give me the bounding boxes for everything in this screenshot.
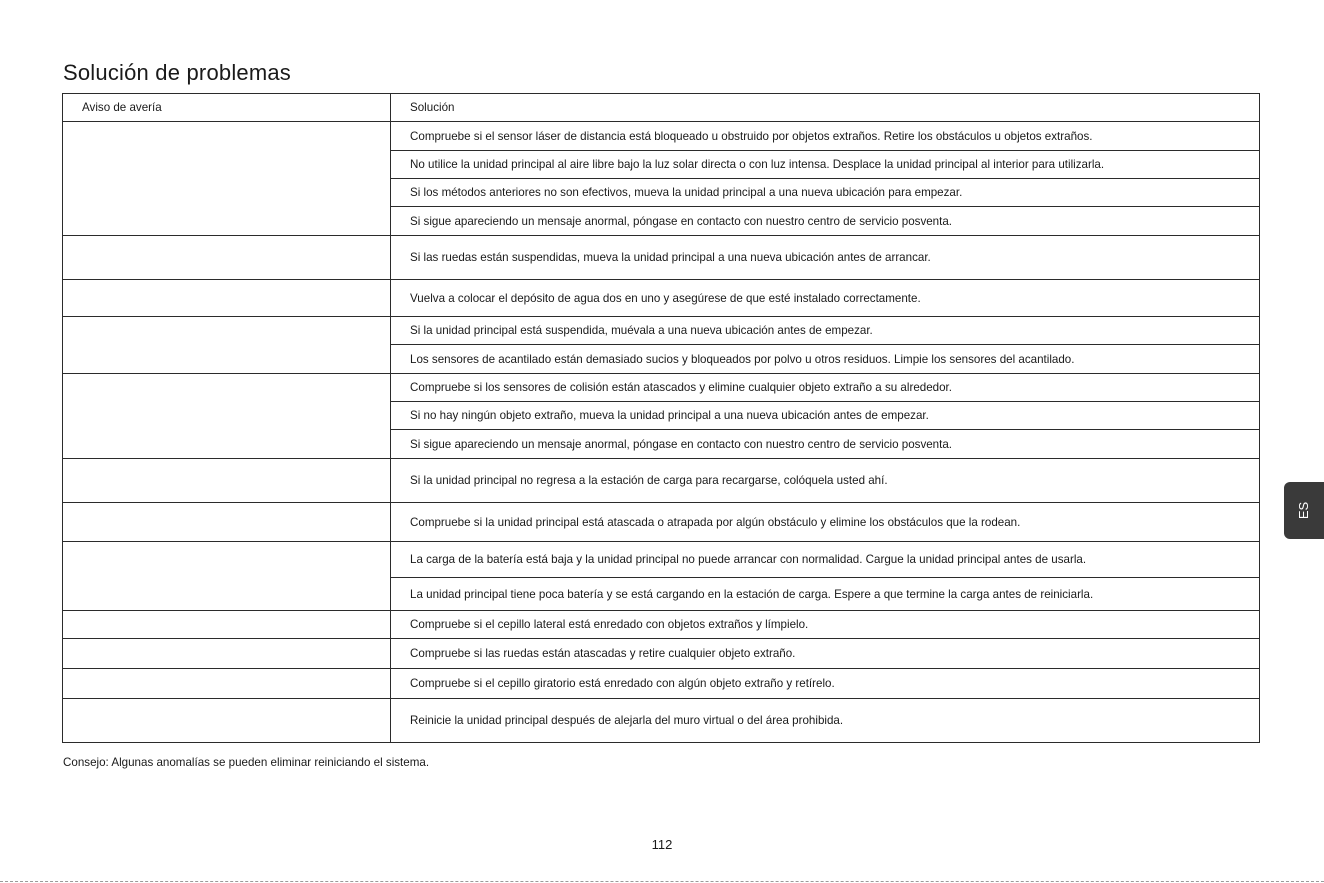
page-title: Solución de problemas: [63, 60, 292, 85]
fault-cell: [63, 542, 391, 611]
table-row: [63, 317, 1260, 345]
solution-cell: Si las ruedas están suspendidas, mueva la unidad principal a una nueva ubicación antes de arrancar.: [391, 236, 1260, 280]
table-row: [63, 236, 1260, 280]
language-tab: [1284, 482, 1324, 539]
table-row: [63, 611, 1260, 639]
fault-cell: [63, 611, 391, 639]
solution-cell: Si sigue apareciendo un mensaje anormal, póngase en contacto con nuestro centro de servicio posventa.: [391, 207, 1260, 236]
table-row: [63, 503, 1260, 542]
table-row: [63, 669, 1260, 699]
solution-cell: Si los métodos anteriores no son efectivos, mueva la unidad principal a una nueva ubicación para empezar.: [391, 179, 1260, 207]
header-fault: Aviso de avería: [63, 94, 391, 122]
solution-cell: Reinicie la unidad principal después de alejarla del muro virtual o del área prohibida.: [391, 699, 1260, 743]
solution-cell: Si no hay ningún objeto extraño, mueva la unidad principal a una nueva ubicación antes de empezar.: [391, 402, 1260, 430]
table-row: [63, 639, 1260, 669]
solution-cell: La carga de la batería está baja y la unidad principal no puede arrancar con normalidad. Cargue la unidad principal antes de usarla.: [391, 542, 1260, 578]
header-solution: Solución: [391, 94, 1260, 122]
solution-cell: Compruebe si los sensores de colisión están atascados y elimine cualquier objeto extraño a su alrededor.: [391, 374, 1260, 402]
table-row: [63, 374, 1260, 402]
solution-cell: La unidad principal tiene poca batería y se está cargando en la estación de carga. Espere a que termine la carga antes de reiniciarla.: [391, 578, 1260, 611]
solution-cell: Compruebe si el cepillo giratorio está enredado con algún objeto extraño y retírelo.: [391, 669, 1260, 699]
solution-cell: No utilice la unidad principal al aire libre bajo la luz solar directa o con luz intensa. Desplace la unidad principal al interior para utilizarla.: [391, 151, 1260, 179]
table-row: [63, 542, 1260, 578]
table-row: [63, 459, 1260, 503]
solution-cell: Compruebe si el sensor láser de distancia está bloqueado u obstruido por objetos extraños. Retire los obstáculos u objetos extraños.: [391, 122, 1260, 151]
fault-cell: [63, 669, 391, 699]
language-tab-label: ES: [1296, 501, 1312, 520]
solution-cell: Si la unidad principal está suspendida, muévala a una nueva ubicación antes de empezar.: [391, 317, 1260, 345]
table-row: [63, 280, 1260, 317]
fault-cell: [63, 639, 391, 669]
bottom-divider: [0, 881, 1324, 882]
fault-cell: [63, 317, 391, 374]
table-row: [63, 122, 1260, 151]
table-header-row: [63, 94, 1260, 122]
fault-cell: [63, 122, 391, 236]
solution-cell: Compruebe si el cepillo lateral está enredado con objetos extraños y límpielo.: [391, 611, 1260, 639]
solution-cell: Si la unidad principal no regresa a la estación de carga para recargarse, colóquela usted ahí.: [391, 459, 1260, 503]
solution-cell: Vuelva a colocar el depósito de agua dos en uno y asegúrese de que esté instalado correctamente.: [391, 280, 1260, 317]
page-number: 112: [651, 837, 673, 852]
fault-cell: [63, 503, 391, 542]
tip-note: Consejo: Algunas anomalías se pueden eliminar reiniciando el sistema.: [63, 756, 430, 769]
fault-cell: [63, 236, 391, 280]
troubleshooting-table: [62, 93, 1260, 743]
table-body: [63, 122, 1260, 743]
table-row: [63, 699, 1260, 743]
fault-cell: [63, 459, 391, 503]
fault-cell: [63, 374, 391, 459]
solution-cell: Si sigue apareciendo un mensaje anormal, póngase en contacto con nuestro centro de servicio posventa.: [391, 430, 1260, 459]
solution-cell: Compruebe si la unidad principal está atascada o atrapada por algún obstáculo y elimine los obstáculos que la rodean.: [391, 503, 1260, 542]
fault-cell: [63, 280, 391, 317]
solution-cell: Compruebe si las ruedas están atascadas y retire cualquier objeto extraño.: [391, 639, 1260, 669]
fault-cell: [63, 699, 391, 743]
solution-cell: Los sensores de acantilado están demasiado sucios y bloqueados por polvo u otros residuos. Limpie los sensores del acantilado.: [391, 345, 1260, 374]
